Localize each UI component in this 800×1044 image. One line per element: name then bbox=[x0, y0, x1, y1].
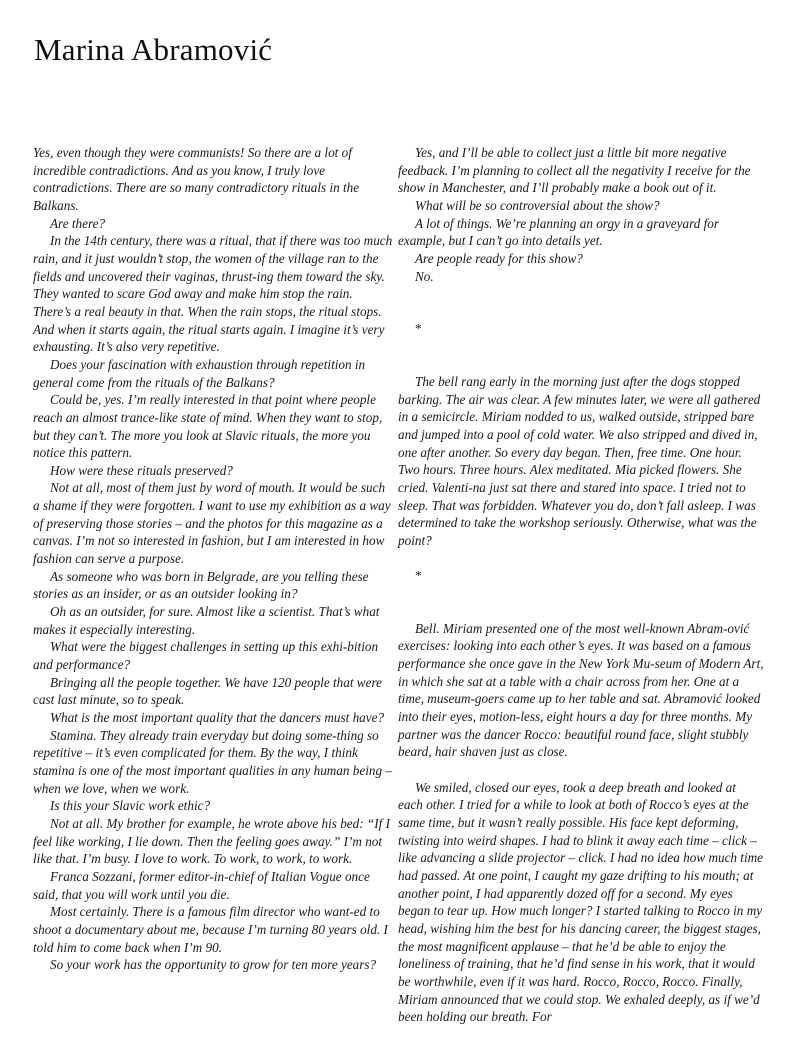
paragraph: Bringing all the people together. We have 120 people that were cast last minute, so to speak. bbox=[33, 674, 382, 708]
article-title: Marina Abramović bbox=[34, 32, 273, 67]
paragraph: Most certainly. There is a famous film director who want-ed to shoot a documentary about me, because I’m turning 80 years old. I told him to come back when I’m 90. bbox=[33, 904, 388, 955]
question: What will be so controversial about the show? bbox=[415, 197, 660, 213]
question: Is this your Slavic work ethic? bbox=[50, 798, 211, 814]
paragraph: Stamina. They already train everyday but doing some-thing so repetitive – it’s even complicated for them. By the way, I think stamina is one of the most important qualities in any human being – when we love, when we work. bbox=[33, 727, 392, 796]
left-column bbox=[33, 144, 393, 974]
section-separator: * bbox=[415, 321, 422, 337]
question: Does your fascination with exhaustion through repetition in general come from the rituals of the Balkans? bbox=[33, 356, 366, 390]
paragraph: Yes, and I’ll be able to collect just a little bit more negative feedback. I’m planning to collect all the negativity I receive for the show in Manchester, and I’ll probably make a book out of it. bbox=[398, 145, 751, 196]
paragraph: Could be, yes. I’m really interested in that point where people reach an almost trance-like state of mind. When they want to stop, but they can’t. The more you look at Slavic rituals, the more you notice this pattern. bbox=[33, 392, 383, 461]
right-column bbox=[398, 144, 764, 1026]
essay-paragraph: The bell rang early in the morning just after the dogs stopped barking. The air was clear. A few minutes later, we were all gathered in a semicircle. Miriam nodded to us, walked outside, stripped bare and jumped into a pool of cold water. We also stripped and dived in, one after another. So every day began. Then, free time. One hour. Two hours. Three hours. Alex meditated. Mia picked flowers. She cried. Valenti-na just sat there and stared into space. I tried not to sleep. That was forbidden. Whatever you do, don’t fall asleep. I was determined to take the workshop seriously. Otherwise, what was the point? bbox=[398, 373, 761, 548]
question: What is the most important quality that the dancers must have? bbox=[50, 710, 385, 725]
paragraph: In the 14th century, there was a ritual, that if there was too much rain, and it just wouldn’t stop, the women of the village ran to the fields and uncovered their vaginas, thrust-ing them toward the sky. They wanted to scare God away and make him stop the rain. There’s a real beauty in that. When the rain stops, the ritual stops. And when it starts again, the ritual starts again. I imagine it’s very exhausting. It’s also very repetitive. bbox=[33, 233, 393, 355]
essay-paragraph: We smiled, closed our eyes, took a deep breath and looked at each other. I tried for a while to look at both of Rocco’s eyes at the same time, but it wasn’t really possible. His face kept deforming, twisting into weird shapes. I had to blink it away each time – click – like advancing a slide projector – click. I had no idea how much time had passed. At one point, I caught my gaze drifting to his mouth; at another point, I had apparently dozed off for a second. My eyes began to tear up. How much longer? I started talking to Rocco in my head, wishing him the best for his dancing career, the biggest stages, the most magnificent applause – that he’d be able to enjoy the loneliness of training, that he’d find sense in his work, that it would be worthwhile, even if it was hard. Rocco, Rocco, Rocco. Finally, Miriam announced that we could stop. We exhaled deeply, as if we’d been holding our breath. For bbox=[398, 779, 764, 1025]
spacer bbox=[398, 338, 764, 373]
question: Are there? bbox=[50, 215, 106, 231]
paragraph: Yes, even though they were communists! So there are a lot of incredible contradictions. And as you know, I truly love contradictions. There are so many contradictory rituals in the Balkans. bbox=[33, 145, 360, 213]
spacer bbox=[398, 585, 764, 620]
question: As someone who was born in Belgrade, are you telling these stories as an insider, or as an outsider looking in? bbox=[33, 568, 369, 602]
section-separator: * bbox=[415, 568, 422, 584]
question: How were these rituals preserved? bbox=[50, 462, 233, 478]
paragraph: A lot of things. We’re planning an orgy in a graveyard for example, but I can’t go into details yet. bbox=[398, 215, 720, 249]
question: So your work has the opportunity to grow for ten more years? bbox=[50, 957, 377, 973]
question: What were the biggest challenges in setting up this exhi-bition and performance? bbox=[33, 639, 379, 673]
paragraph: Oh as an outsider, for sure. Almost like a scientist. That’s what makes it especially interesting. bbox=[33, 604, 380, 637]
spacer bbox=[398, 549, 764, 567]
spacer bbox=[398, 761, 764, 779]
paragraph: Not at all. My brother for example, he wrote above his bed: “If I feel like working, I lie down. Then the feeling goes away.” I’m not like that. I’m busy. I love to work. To work, to work, to work. bbox=[33, 815, 391, 867]
essay-paragraph: Bell. Miriam presented one of the most well-known Abram-ović exercises: looking into each other’s eyes. It was based on a famous performance she once gave in the New York Mu-seum of Modern Art, in which she sat at a table with a chair across from her. One at a time, museum-goers came up to her table and sat. Abramović looked into their eyes, motion-less, eight hours a day for three months. My partner was the dancer Rocco: beautiful round face, slight stubbly beard, hair shaven just as close. bbox=[398, 620, 764, 760]
question: Franca Sozzani, former editor-in-chief of Italian Vogue once said, that you will work until you die. bbox=[33, 868, 370, 902]
spacer bbox=[398, 285, 764, 320]
question: Are people ready for this show? bbox=[415, 250, 583, 266]
paragraph: No. bbox=[415, 268, 434, 284]
paragraph: Not at all, most of them just by word of mouth. It would be such a shame if they were forgotten. I want to use my exhibition as a way of preserving those stories – and the photos for this magazine as a canvas. I’m not so interested in fashion, but I am interested in how fashion can serve a purpose. bbox=[33, 480, 391, 567]
